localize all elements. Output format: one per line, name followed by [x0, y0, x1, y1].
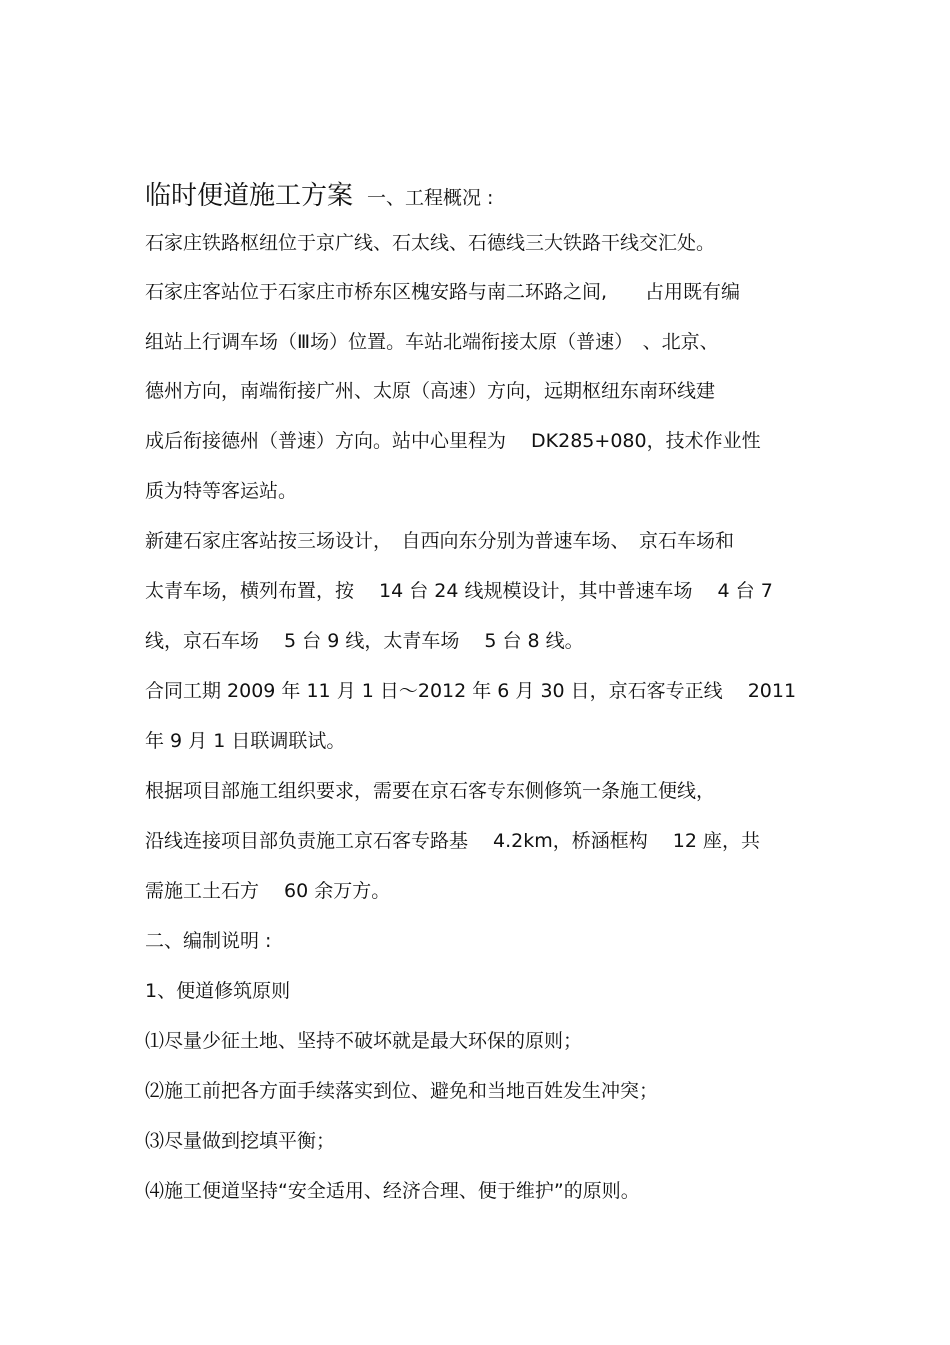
paragraph-line: 合同工期 2009 年 11 月 1 日～2012 年 6 月 30 日，京石客专正线 2011: [145, 680, 797, 702]
document-heading: [145, 176, 493, 216]
subsection-heading: 1、便道修筑原则: [145, 980, 291, 1002]
paragraph-line: 质为特等客运站。: [145, 480, 298, 502]
paragraph-line: 石家庄铁路枢纽位于京广线、石太线、石德线三大铁路干线交汇处。: [145, 232, 716, 254]
paragraph-line: 根据项目部施工组织要求，需要在京石客专东侧修筑一条施工便线，: [145, 780, 716, 802]
paragraph-line: 成后衔接德州（普速）方向。站中心里程为 DK285+080，技术作业性: [145, 430, 761, 452]
paragraph-line: 组站上行调车场（Ⅲ场）位置。车站北端衔接太原（普速） 、北京、: [145, 331, 719, 353]
section-heading-notes: 二、编制说明 :: [145, 930, 272, 952]
list-item: ⑷施工便道坚持“安全适用、经济合理、便于维护”的原则。: [145, 1180, 640, 1202]
paragraph-line: 石家庄客站位于石家庄市桥东区槐安路与南二环路之间, 占用既有编: [145, 281, 741, 303]
document-title: 临时便道施工方案: [145, 181, 354, 211]
section-heading-overview: 一、工程概况 :: [367, 187, 494, 209]
paragraph-line: 新建石家庄客站按三场设计， 自西向东分别为普速车场、 京石车场和: [145, 530, 735, 552]
list-item: ⑵施工前把各方面手续落实到位、避免和当地百姓发生冲突；: [145, 1080, 659, 1102]
paragraph-line: 线，京石车场 5 台 9 线，太青车场 5 台 8 线。: [145, 630, 584, 652]
list-item: ⑴尽量少征土地、坚持不破坏就是最大环保的原则；: [145, 1030, 583, 1052]
paragraph-line: 太青车场，横列布置，按 14 台 24 线规模设计，其中普速车场 4 台 7: [145, 580, 773, 602]
list-item: ⑶尽量做到挖填平衡；: [145, 1130, 336, 1152]
paragraph-line: 需施工土石方 60 余万方。: [145, 880, 391, 902]
paragraph-line: 年 9 月 1 日联调联试。: [145, 730, 346, 752]
paragraph-line: 沿线连接项目部负责施工京石客专路基 4.2km，桥涵框构 12 座，共: [145, 830, 761, 852]
paragraph-line: 德州方向，南端衔接广州、太原（高速）方向，远期枢纽东南环线建: [145, 380, 716, 402]
